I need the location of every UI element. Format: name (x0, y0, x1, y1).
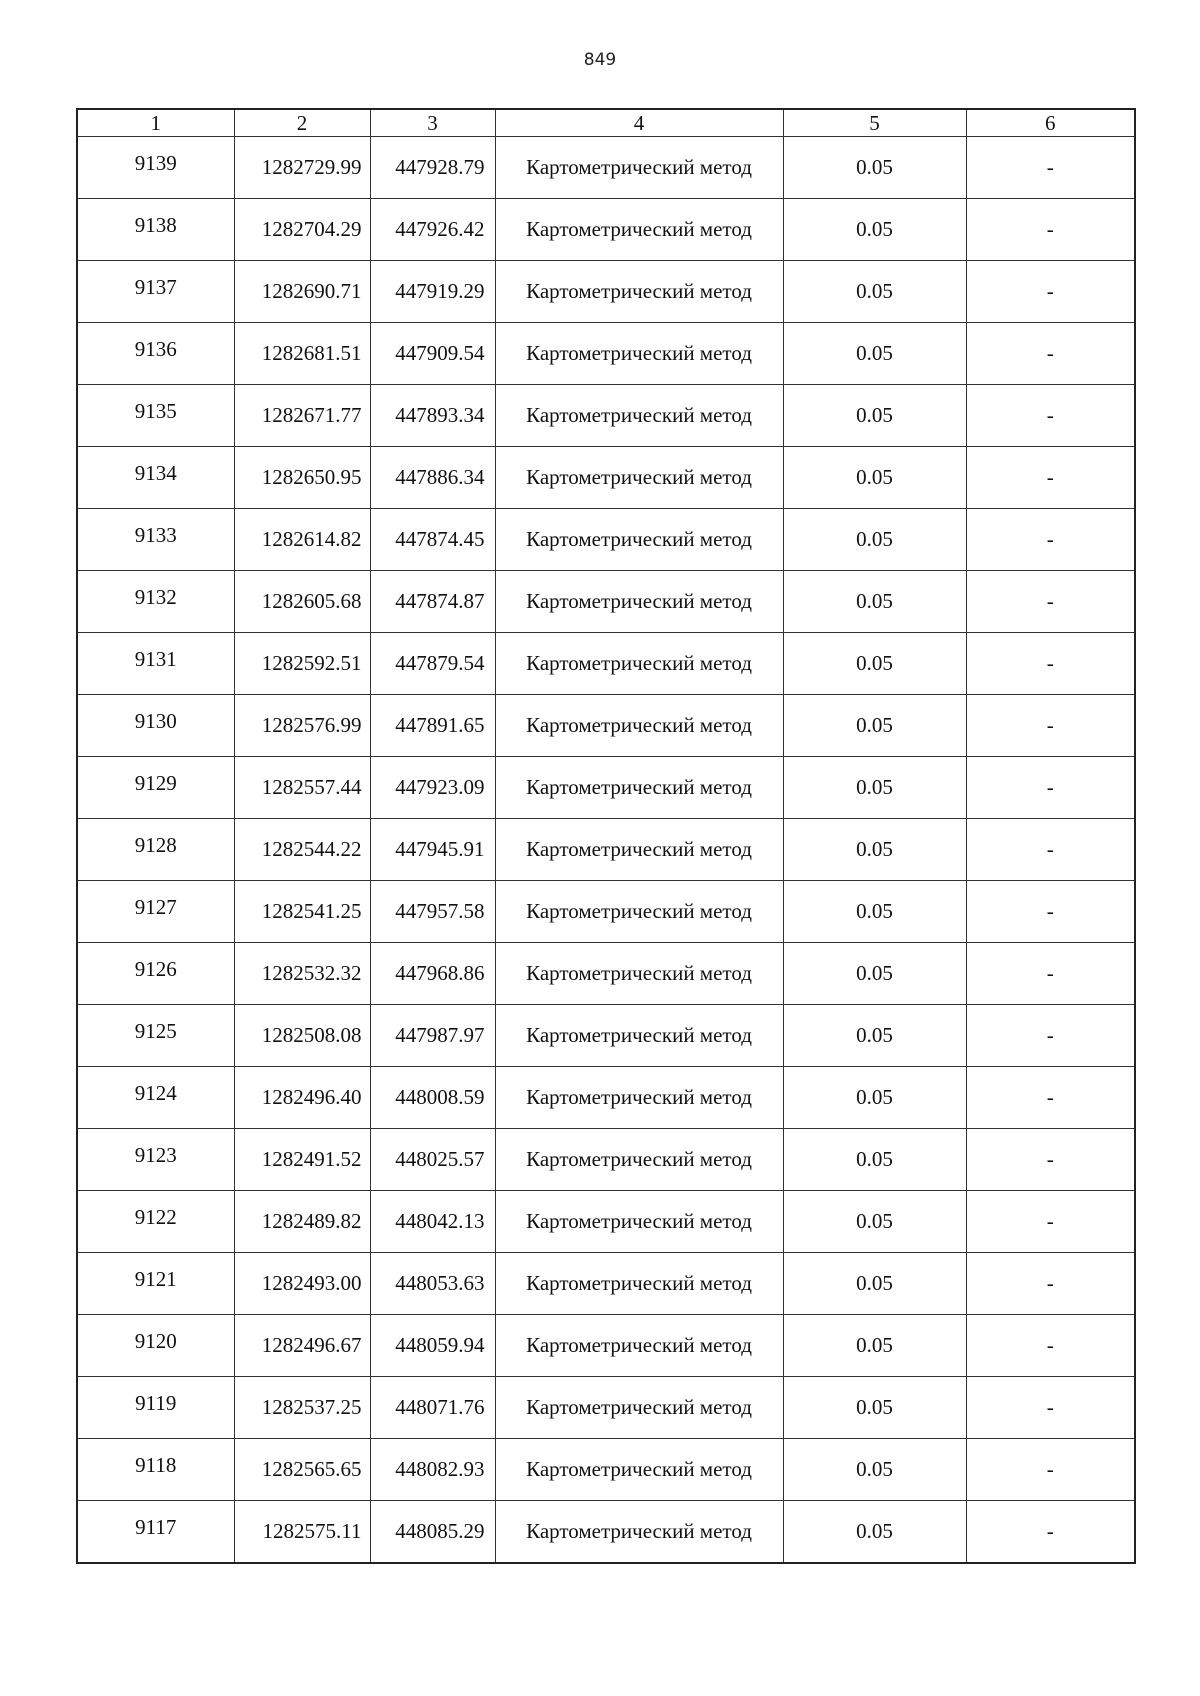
x-coordinate-cell: 1282493.00 (234, 1253, 370, 1315)
method-cell: Картометрический метод (495, 757, 783, 819)
accuracy-cell: 0.05 (783, 1129, 966, 1191)
y-coordinate-cell: 448025.57 (370, 1129, 495, 1191)
table-row (77, 137, 1135, 199)
x-coordinate-cell: 1282541.25 (234, 881, 370, 943)
table-row (77, 1067, 1135, 1129)
y-coordinate-cell: 447879.54 (370, 633, 495, 695)
note-cell: - (966, 323, 1135, 385)
column-header-5: 5 (783, 109, 966, 137)
y-coordinate-cell: 447874.87 (370, 571, 495, 633)
method-cell: Картометрический метод (495, 695, 783, 757)
table-row (77, 1129, 1135, 1191)
y-coordinate-cell: 448008.59 (370, 1067, 495, 1129)
x-coordinate-cell: 1282605.68 (234, 571, 370, 633)
method-cell: Картометрический метод (495, 261, 783, 323)
point-number-cell: 9138 (77, 199, 234, 261)
column-header-6: 6 (966, 109, 1135, 137)
method-cell: Картометрический метод (495, 1191, 783, 1253)
note-cell: - (966, 819, 1135, 881)
point-number-cell: 9119 (77, 1377, 234, 1439)
method-cell: Картометрический метод (495, 819, 783, 881)
note-cell: - (966, 1377, 1135, 1439)
y-coordinate-cell: 448082.93 (370, 1439, 495, 1501)
accuracy-cell: 0.05 (783, 137, 966, 199)
note-cell: - (966, 447, 1135, 509)
note-cell: - (966, 1439, 1135, 1501)
table-row (77, 385, 1135, 447)
accuracy-cell: 0.05 (783, 819, 966, 881)
table-row (77, 633, 1135, 695)
note-cell: - (966, 1191, 1135, 1253)
x-coordinate-cell: 1282496.40 (234, 1067, 370, 1129)
accuracy-cell: 0.05 (783, 509, 966, 571)
table-body (77, 137, 1135, 1564)
x-coordinate-cell: 1282544.22 (234, 819, 370, 881)
column-header-3: 3 (370, 109, 495, 137)
accuracy-cell: 0.05 (783, 1005, 966, 1067)
y-coordinate-cell: 447987.97 (370, 1005, 495, 1067)
method-cell: Картометрический метод (495, 1377, 783, 1439)
note-cell: - (966, 1253, 1135, 1315)
point-number-cell: 9125 (77, 1005, 234, 1067)
table-row (77, 323, 1135, 385)
point-number-cell: 9136 (77, 323, 234, 385)
table-row (77, 261, 1135, 323)
point-number-cell: 9130 (77, 695, 234, 757)
method-cell: Картометрический метод (495, 137, 783, 199)
note-cell: - (966, 633, 1135, 695)
y-coordinate-cell: 448085.29 (370, 1501, 495, 1564)
note-cell: - (966, 509, 1135, 571)
point-number-cell: 9124 (77, 1067, 234, 1129)
y-coordinate-cell: 447923.09 (370, 757, 495, 819)
y-coordinate-cell: 447926.42 (370, 199, 495, 261)
method-cell: Картометрический метод (495, 571, 783, 633)
method-cell: Картометрический метод (495, 385, 783, 447)
table-row (77, 509, 1135, 571)
page-number: 849 (583, 50, 617, 70)
accuracy-cell: 0.05 (783, 1501, 966, 1564)
accuracy-cell: 0.05 (783, 1377, 966, 1439)
table-row (77, 943, 1135, 1005)
point-number-cell: 9118 (77, 1439, 234, 1501)
method-cell: Картометрический метод (495, 1005, 783, 1067)
point-number-cell: 9131 (77, 633, 234, 695)
x-coordinate-cell: 1282681.51 (234, 323, 370, 385)
method-cell: Картометрический метод (495, 1501, 783, 1564)
method-cell: Картометрический метод (495, 323, 783, 385)
note-cell: - (966, 1315, 1135, 1377)
table-row (77, 1005, 1135, 1067)
method-cell: Картометрический метод (495, 633, 783, 695)
note-cell: - (966, 1005, 1135, 1067)
y-coordinate-cell: 447874.45 (370, 509, 495, 571)
x-coordinate-cell: 1282650.95 (234, 447, 370, 509)
method-cell: Картометрический метод (495, 199, 783, 261)
note-cell: - (966, 571, 1135, 633)
table-row (77, 1501, 1135, 1564)
x-coordinate-cell: 1282508.08 (234, 1005, 370, 1067)
table-row (77, 447, 1135, 509)
note-cell: - (966, 881, 1135, 943)
column-header-1: 1 (77, 109, 234, 137)
table-row (77, 1377, 1135, 1439)
x-coordinate-cell: 1282704.29 (234, 199, 370, 261)
x-coordinate-cell: 1282575.11 (234, 1501, 370, 1564)
note-cell: - (966, 943, 1135, 1005)
x-coordinate-cell: 1282496.67 (234, 1315, 370, 1377)
table-row (77, 1191, 1135, 1253)
point-number-cell: 9134 (77, 447, 234, 509)
point-number-cell: 9117 (77, 1501, 234, 1564)
point-number-cell: 9133 (77, 509, 234, 571)
accuracy-cell: 0.05 (783, 199, 966, 261)
table-row (77, 199, 1135, 261)
x-coordinate-cell: 1282729.99 (234, 137, 370, 199)
y-coordinate-cell: 447893.34 (370, 385, 495, 447)
y-coordinate-cell: 447891.65 (370, 695, 495, 757)
table-header (77, 109, 1135, 137)
table-row (77, 1439, 1135, 1501)
note-cell: - (966, 1129, 1135, 1191)
note-cell: - (966, 757, 1135, 819)
accuracy-cell: 0.05 (783, 633, 966, 695)
method-cell: Картометрический метод (495, 1253, 783, 1315)
coordinates-table (76, 108, 1136, 1564)
note-cell: - (966, 385, 1135, 447)
accuracy-cell: 0.05 (783, 1253, 966, 1315)
accuracy-cell: 0.05 (783, 757, 966, 819)
header-row (77, 109, 1135, 137)
table-row (77, 881, 1135, 943)
method-cell: Картометрический метод (495, 1315, 783, 1377)
accuracy-cell: 0.05 (783, 323, 966, 385)
y-coordinate-cell: 447957.58 (370, 881, 495, 943)
column-header-4: 4 (495, 109, 783, 137)
x-coordinate-cell: 1282532.32 (234, 943, 370, 1005)
y-coordinate-cell: 447968.86 (370, 943, 495, 1005)
x-coordinate-cell: 1282592.51 (234, 633, 370, 695)
accuracy-cell: 0.05 (783, 695, 966, 757)
y-coordinate-cell: 448059.94 (370, 1315, 495, 1377)
x-coordinate-cell: 1282565.65 (234, 1439, 370, 1501)
point-number-cell: 9137 (77, 261, 234, 323)
x-coordinate-cell: 1282489.82 (234, 1191, 370, 1253)
y-coordinate-cell: 447928.79 (370, 137, 495, 199)
point-number-cell: 9132 (77, 571, 234, 633)
point-number-cell: 9121 (77, 1253, 234, 1315)
point-number-cell: 9128 (77, 819, 234, 881)
note-cell: - (966, 695, 1135, 757)
method-cell: Картометрический метод (495, 1129, 783, 1191)
note-cell: - (966, 199, 1135, 261)
point-number-cell: 9122 (77, 1191, 234, 1253)
accuracy-cell: 0.05 (783, 571, 966, 633)
method-cell: Картометрический метод (495, 943, 783, 1005)
x-coordinate-cell: 1282614.82 (234, 509, 370, 571)
point-number-cell: 9126 (77, 943, 234, 1005)
table-row (77, 695, 1135, 757)
x-coordinate-cell: 1282491.52 (234, 1129, 370, 1191)
accuracy-cell: 0.05 (783, 261, 966, 323)
method-cell: Картометрический метод (495, 881, 783, 943)
x-coordinate-cell: 1282557.44 (234, 757, 370, 819)
accuracy-cell: 0.05 (783, 943, 966, 1005)
accuracy-cell: 0.05 (783, 1067, 966, 1129)
table-row (77, 757, 1135, 819)
accuracy-cell: 0.05 (783, 1191, 966, 1253)
x-coordinate-cell: 1282690.71 (234, 261, 370, 323)
note-cell: - (966, 137, 1135, 199)
table-row (77, 571, 1135, 633)
table-row (77, 1315, 1135, 1377)
note-cell: - (966, 261, 1135, 323)
method-cell: Картометрический метод (495, 509, 783, 571)
y-coordinate-cell: 447909.54 (370, 323, 495, 385)
point-number-cell: 9135 (77, 385, 234, 447)
x-coordinate-cell: 1282576.99 (234, 695, 370, 757)
accuracy-cell: 0.05 (783, 385, 966, 447)
table-row (77, 1253, 1135, 1315)
point-number-cell: 9129 (77, 757, 234, 819)
note-cell: - (966, 1501, 1135, 1564)
point-number-cell: 9123 (77, 1129, 234, 1191)
accuracy-cell: 0.05 (783, 1315, 966, 1377)
accuracy-cell: 0.05 (783, 881, 966, 943)
x-coordinate-cell: 1282537.25 (234, 1377, 370, 1439)
column-header-2: 2 (234, 109, 370, 137)
accuracy-cell: 0.05 (783, 1439, 966, 1501)
y-coordinate-cell: 448071.76 (370, 1377, 495, 1439)
y-coordinate-cell: 448053.63 (370, 1253, 495, 1315)
note-cell: - (966, 1067, 1135, 1129)
table-row (77, 819, 1135, 881)
point-number-cell: 9139 (77, 137, 234, 199)
point-number-cell: 9127 (77, 881, 234, 943)
y-coordinate-cell: 447919.29 (370, 261, 495, 323)
y-coordinate-cell: 447945.91 (370, 819, 495, 881)
method-cell: Картометрический метод (495, 1067, 783, 1129)
x-coordinate-cell: 1282671.77 (234, 385, 370, 447)
method-cell: Картометрический метод (495, 1439, 783, 1501)
y-coordinate-cell: 447886.34 (370, 447, 495, 509)
accuracy-cell: 0.05 (783, 447, 966, 509)
y-coordinate-cell: 448042.13 (370, 1191, 495, 1253)
method-cell: Картометрический метод (495, 447, 783, 509)
point-number-cell: 9120 (77, 1315, 234, 1377)
